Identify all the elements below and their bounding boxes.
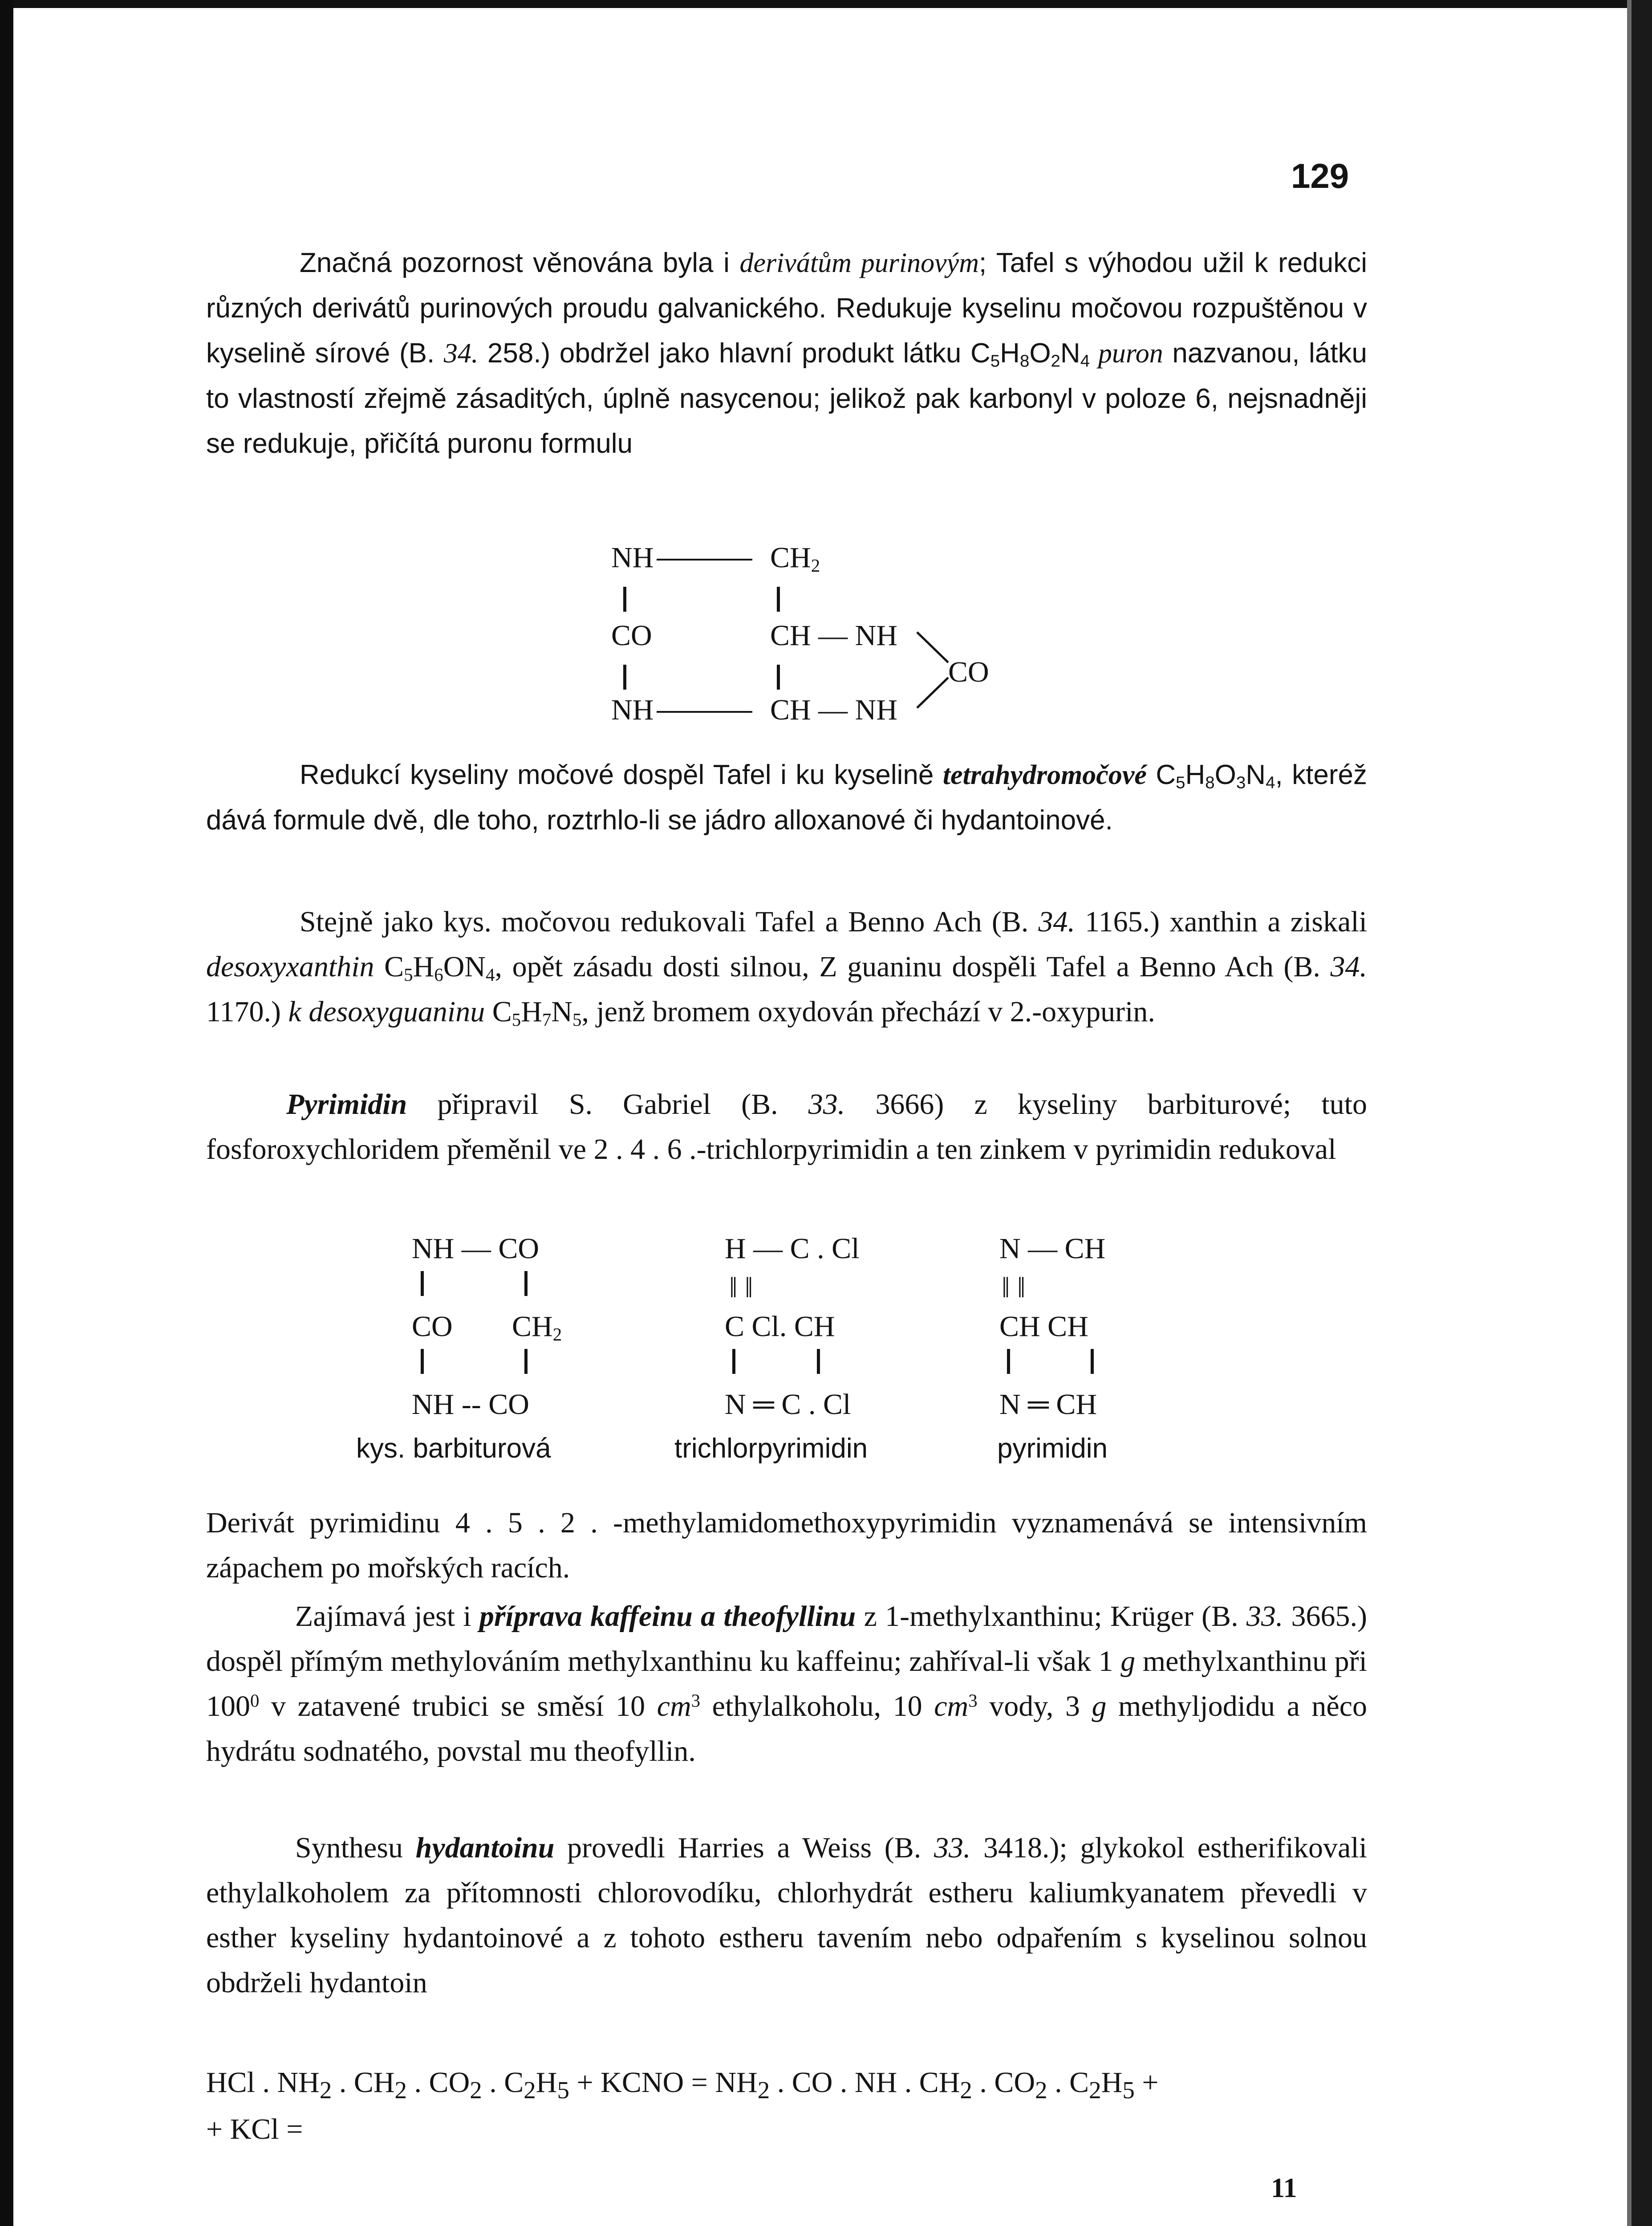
text: 3665.) dospěl přímým methylováním methylxanthinu ku kaffeinu; zahříval-li však 1 bbox=[206, 1600, 1368, 1678]
text: . CO . NH . CH bbox=[770, 2066, 960, 2099]
emphasis: příprava kaffeinu a theofyllinu bbox=[479, 1600, 856, 1633]
text: HCl . NH bbox=[206, 2066, 320, 2099]
paragraph-desoxyxanthin bbox=[206, 899, 1367, 1034]
text: methylxanthinu při 100 bbox=[206, 1645, 1367, 1722]
text: z 1-methylxanthinu; Krüger (B. bbox=[856, 1600, 1246, 1633]
subscript: 2 bbox=[1089, 2076, 1101, 2104]
subscript: 8 bbox=[1205, 773, 1215, 792]
subscript: 4 bbox=[1080, 351, 1090, 371]
emphasis: k desoxyguaninu bbox=[288, 995, 485, 1028]
subscript: 2 bbox=[319, 2076, 332, 2104]
text: H bbox=[1101, 2066, 1123, 2099]
bond-line bbox=[421, 1271, 424, 1296]
text: Značná pozornost věnována byla i bbox=[300, 248, 740, 278]
scan-edge-right bbox=[1632, 0, 1652, 2226]
text: Zajímavá jest i bbox=[295, 1600, 479, 1633]
formula-row: N ═ C . Cl bbox=[725, 1388, 851, 1421]
text: + bbox=[1134, 2066, 1159, 2099]
text: ON bbox=[443, 951, 486, 983]
formula-atom: NH bbox=[611, 541, 654, 574]
subscript: 2 bbox=[470, 2076, 482, 2104]
text: 3418.); glykokol estherifikovali ethylalkoholem za přítomnosti chlorovodíku, chlorhydrát estheru kaliumkyanatem převedli v esther kyseliny hydantoinové a z tohoto estheru tavením nebo odpařením s kyselinou solnou obdrželi hydantoin bbox=[206, 1832, 1367, 1999]
text: . CH bbox=[332, 2066, 395, 2099]
text: 258.) obdržel jako hlavní produkt látku C bbox=[478, 338, 990, 369]
subscript: 6 bbox=[434, 965, 443, 985]
unit: g bbox=[1120, 1645, 1136, 1678]
emphasis: puron bbox=[1090, 338, 1163, 369]
subscript: 4 bbox=[486, 965, 495, 985]
subscript: 2 bbox=[394, 2076, 407, 2104]
bond-line bbox=[777, 587, 780, 612]
caption-trichlorpyrimidin: trichlorpyrimidin bbox=[674, 1433, 868, 1464]
text: . C bbox=[482, 2066, 524, 2099]
citation-volume: 34. bbox=[1330, 951, 1367, 983]
text: Redukcí kyseliny močové dospěl Tafel i ku kyselině bbox=[300, 760, 943, 790]
equation-line-2: + KCl = bbox=[206, 2113, 303, 2145]
text: N bbox=[551, 995, 573, 1028]
citation-volume: 34. bbox=[443, 338, 479, 369]
formula-row: CH CH bbox=[999, 1310, 1088, 1343]
bond-line bbox=[1007, 1349, 1010, 1374]
bond-line bbox=[657, 711, 752, 713]
formula-atom: CO bbox=[412, 1310, 453, 1343]
subscript: 2 bbox=[960, 2076, 972, 2104]
text: O bbox=[1214, 760, 1236, 790]
caption-barbituric-acid: kys. barbiturová bbox=[356, 1433, 551, 1464]
bond-line bbox=[1091, 1349, 1094, 1374]
subscript: 5 bbox=[1122, 2076, 1135, 2104]
text: vody, 3 bbox=[977, 1690, 1092, 1722]
text: N bbox=[1246, 760, 1266, 790]
subscript: 2 bbox=[552, 1324, 562, 1345]
equation-line-1 bbox=[206, 2066, 1159, 2104]
text: nazvanou, látku to vlastností zřejmě zásaditých, úplně nasycenou; jelikož pak karbonyl v poloze 6, nejsnadněji se redukuje, přičítá puronu formulu bbox=[206, 338, 1368, 459]
emphasis: hydantoinu bbox=[415, 1832, 555, 1864]
text: H bbox=[413, 951, 434, 983]
signature-number: 11 bbox=[1271, 2173, 1297, 2203]
emphasis: tetrahydromočové bbox=[942, 760, 1147, 790]
text: , opět zásadu dosti silnou, Z guaninu dospěli Tafel a Benno Ach (B. bbox=[495, 951, 1331, 983]
formula-row: NH -- CO bbox=[412, 1388, 529, 1421]
formula-row: C Cl. CH bbox=[725, 1310, 835, 1343]
text: C bbox=[485, 995, 512, 1028]
citation-volume: 34. bbox=[1038, 906, 1076, 938]
text: 1170.) bbox=[206, 995, 288, 1028]
subscript: 5 bbox=[1176, 773, 1185, 792]
emphasis: Pyrimidin bbox=[286, 1088, 407, 1121]
text: ethylalkoholu, 10 bbox=[700, 1690, 934, 1722]
subscript: 3 bbox=[1236, 773, 1246, 792]
emphasis: derivátům purinovým bbox=[739, 248, 979, 278]
citation-volume: 33. bbox=[934, 1832, 971, 1864]
superscript: 0 bbox=[250, 1690, 260, 1711]
formula-atom: CH — NH bbox=[770, 694, 898, 726]
subscript: 4 bbox=[1266, 773, 1275, 792]
subscript: 8 bbox=[1019, 351, 1030, 371]
formula-atom bbox=[770, 541, 820, 576]
subscript: 5 bbox=[404, 965, 413, 985]
unit: cm bbox=[657, 1690, 691, 1722]
scan-edge-left bbox=[0, 0, 13, 2226]
bond-line bbox=[777, 665, 780, 690]
formula-row: N ═ CH bbox=[999, 1388, 1097, 1421]
text: C bbox=[374, 951, 404, 983]
text: + KCNO = NH bbox=[569, 2066, 758, 2099]
formula-row: H — C . Cl bbox=[725, 1232, 860, 1265]
text: Synthesu bbox=[295, 1832, 416, 1864]
unit: g bbox=[1092, 1690, 1107, 1722]
caption-pyrimidin: pyrimidin bbox=[997, 1433, 1108, 1464]
paragraph-kaffein-theofyllin bbox=[206, 1594, 1367, 1774]
text: H bbox=[1000, 338, 1020, 369]
superscript: 3 bbox=[968, 1690, 978, 1711]
text: C bbox=[1146, 760, 1176, 790]
scan-edge-right-shadow bbox=[1627, 0, 1632, 2226]
text: methyljodidu a něco hydrátu sodnatého, povstal mu theofyllin. bbox=[206, 1690, 1368, 1767]
text: v zatavené trubici se směsí 10 bbox=[259, 1690, 657, 1722]
subscript: 2 bbox=[1051, 351, 1060, 371]
paragraph-pyrimidin-derivative bbox=[206, 1500, 1367, 1590]
bond-line bbox=[524, 1271, 528, 1296]
bond-line bbox=[623, 665, 626, 690]
formula-atom: CO bbox=[611, 619, 652, 652]
subscript: 2 bbox=[524, 2076, 536, 2104]
emphasis: desoxyxanthin bbox=[206, 951, 374, 983]
bond-line bbox=[732, 1349, 735, 1374]
citation-volume: 33. bbox=[808, 1088, 845, 1121]
paragraph-purine-derivatives bbox=[206, 240, 1367, 466]
formula-row: N — CH bbox=[999, 1232, 1106, 1265]
bond-line bbox=[817, 1349, 820, 1374]
text: Stejně jako kys. močovou redukovali Tafel a Benno Ach (B. bbox=[300, 906, 1039, 938]
subscript: 5 bbox=[557, 2076, 569, 2104]
formula-atom: CH — NH bbox=[770, 619, 898, 652]
text: , kteréž dává formule dvě, dle toho, roztrhlo-li se jádro alloxanové či hydantoinové. bbox=[206, 760, 1367, 836]
double-bond-row: ǁ ǁ bbox=[729, 1271, 753, 1304]
text: Derivát pyrimidinu 4 . 5 . 2 . -methylamidomethoxypyrimidin vyznamenává se intensivním zápachem po mořských racích. bbox=[206, 1507, 1367, 1584]
text: O bbox=[1029, 338, 1051, 369]
formula-row: NH — CO bbox=[412, 1232, 540, 1265]
bond-line bbox=[623, 587, 626, 612]
formula-atom: NH bbox=[611, 694, 654, 726]
page-number: 129 bbox=[1291, 156, 1349, 195]
subscript: 2 bbox=[1035, 2076, 1047, 2104]
formula-atom: CO bbox=[948, 656, 989, 688]
subscript: 5 bbox=[511, 1010, 521, 1030]
text: provedli Harries a Weiss (B. bbox=[554, 1832, 934, 1864]
subscript: 2 bbox=[811, 556, 820, 576]
paragraph-pyrimidin bbox=[206, 1082, 1367, 1172]
subscript: 2 bbox=[757, 2076, 770, 2104]
paragraph-tetrahydrouric bbox=[206, 752, 1367, 843]
superscript: 3 bbox=[691, 1690, 701, 1711]
bond-line bbox=[421, 1349, 424, 1374]
text: CH bbox=[770, 541, 811, 574]
subscript: 7 bbox=[542, 1010, 552, 1030]
subscript: 5 bbox=[990, 351, 1000, 371]
unit: cm bbox=[934, 1690, 969, 1722]
text: N bbox=[1060, 338, 1080, 369]
formula-atom bbox=[512, 1310, 562, 1345]
text: . CO bbox=[972, 2066, 1035, 2099]
bond-line bbox=[524, 1349, 528, 1374]
bond-line bbox=[657, 559, 752, 561]
paragraph-hydantoin bbox=[206, 1825, 1367, 2005]
text: ; Tafel s výhodou užil k redukci různých derivátů purinových proudu galvanického. Redukuje kyselinu močovou rozpuštěnou v kyselině sírové (B. bbox=[206, 248, 1368, 369]
text: 1165.) xanthin a ziskali bbox=[1075, 906, 1367, 938]
text: , jenž bromem oxydován přechází v 2.-oxypurin. bbox=[581, 995, 1155, 1028]
text: připravil S. Gabriel (B. bbox=[407, 1088, 808, 1121]
text: CH bbox=[512, 1310, 553, 1343]
double-bond-row: ǁ ǁ bbox=[1002, 1271, 1026, 1304]
text: H bbox=[521, 995, 542, 1028]
text: . C bbox=[1047, 2066, 1089, 2099]
scan-edge-top bbox=[0, 0, 1652, 8]
citation-volume: 33. bbox=[1246, 1600, 1283, 1633]
text: H bbox=[1185, 760, 1206, 790]
text: 3666) z kyseliny barbiturové; tuto fosforoxychloridem přeměnil ve 2 . 4 . 6 .-trichlorpyrimidin a ten zinkem v pyrimidin redukoval bbox=[206, 1088, 1368, 1166]
text: . CO bbox=[407, 2066, 470, 2099]
subscript: 5 bbox=[572, 1010, 582, 1030]
text: H bbox=[536, 2066, 557, 2099]
